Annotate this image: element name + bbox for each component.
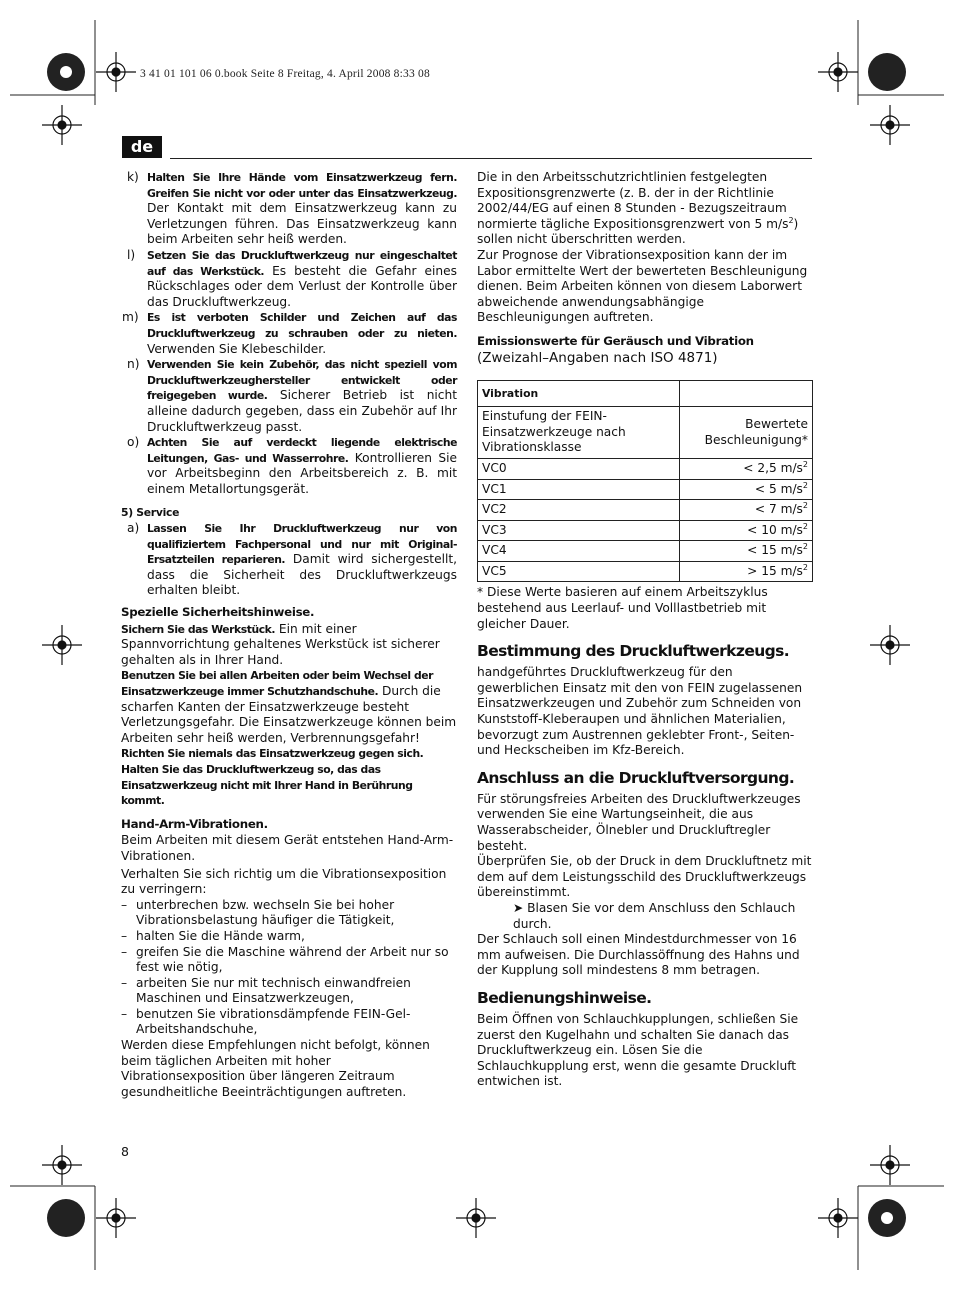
header-rule <box>170 158 812 159</box>
vibration-heading: Hand-Arm-Vibrationen. <box>121 816 268 831</box>
language-badge: de <box>122 136 162 158</box>
special-paragraph: Sichern Sie das Werkstück. Ein mit einer Spannvorrichtung gehaltenes Werkstück ist sicherer gehalten als in Ihrer Hand. <box>121 621 440 667</box>
exposure-paragraph: Die in den Arbeitsschutzrichtlinien festgelegten Expositionsgrenzwerte (z. B. der in der Richtlinie 2002/44/EG auf einen 8 Stunden - Bezugszeitraum normierte tägliche Expositionsgrenzwert von 5 $m/s^2$) sollen nicht überschritten werden. <box>477 170 799 247</box>
table-cell: Einstufung der FEIN-Einsatzwerkzeuge nach Vibrationsklasse <box>478 407 680 459</box>
table-cell: VC5 <box>478 561 680 582</box>
table-row <box>478 561 813 582</box>
bestimmung-paragraph: handgeführtes Druckluftwerkzeug für den gewerblichen Einsatz mit den von FEIN zugelassenen Einsatzwerkzeugen und Zubehör zum Schneiden von Kunststoff-Kleberaupen und ähnlichen Materialien, bevorzugt zum Austrennen geklebter Front-, Seiten- und Heckscheiben im Kfz-Bereich. <box>477 665 803 758</box>
table-cell: > 15 $m/s^2$ <box>679 561 812 582</box>
table-cell: < 10 $m/s^2$ <box>679 520 812 541</box>
dash-item: – greifen Sie die Maschine während der Arbeit nur so fest wie nötig, <box>121 944 449 975</box>
bedienung-paragraph: Beim Öffnen von Schlauchkupplungen, schließen Sie zuerst den Kugelhahn und schalten Sie danach das Druckluftwerkzeug ein. Lösen Sie die Schlauchkupplung erst, wenn die gesamte Druckluft entwichen ist. <box>477 1011 799 1089</box>
table-header-empty <box>679 381 812 407</box>
table-row <box>478 500 813 521</box>
table-cell: VC4 <box>478 541 680 562</box>
anschluss-instruction: ➤ Blasen Sie vor dem Anschluss den Schlauch durch. <box>513 900 796 931</box>
list-item: m) Es ist verboten Schilder und Zeichen auf das Druckluftwerkzeug zu schrauben oder zu nieten. Verwenden Sie Klebeschilder. <box>122 310 457 356</box>
service-title: 5) Service <box>121 506 180 520</box>
vibration-paragraph: Verhalten Sie sich richtig um die Vibrationsexposition zu verringern: <box>121 866 447 897</box>
left-column <box>121 170 457 1100</box>
table-cell: < 2,5 $m/s^2$ <box>679 458 812 479</box>
prognosis-paragraph: Zur Prognose der Vibrationsexposition kann der im Labor ermittelte Wert der bewerteten Beschleunigung dienen. Beim Arbeiten können von diesem Laborwert abweichende anwendungsabhängige Beschleunigungen auftreten. <box>477 247 808 325</box>
table-cell: < 15 $m/s^2$ <box>679 541 812 562</box>
table-header-row <box>478 381 813 407</box>
table-cell: VC1 <box>478 479 680 500</box>
dash-item: – unterbrechen bzw. wechseln Sie bei hoher Vibrationsbelastung häufiger die Tätigkeit, <box>121 897 395 928</box>
dash-item: – halten Sie die Hände warm, <box>121 928 305 943</box>
anschluss-paragraph: Überprüfen Sie, ob der Druck in dem Druckluftnetz mit dem auf dem Leistungsschild des Druckluftwerkzeugs übereinstimmt. <box>477 854 812 900</box>
page-number: 8 <box>121 1144 129 1159</box>
table-cell: VC2 <box>478 500 680 521</box>
heading-anschluss: Anschluss an die Druckluftversorgung. <box>477 768 795 787</box>
anschluss-paragraph: Für störungsfreies Arbeiten des Druckluftwerkzeuges verwenden Sie eine Wartungseinheit, die aus Wasserabscheider, Ölnebler und Druckluftregler besteht. <box>477 791 801 853</box>
vibration-table <box>477 380 813 582</box>
heading-bestimmung: Bestimmung des Druckluftwerkzeugs. <box>477 642 790 661</box>
table-row <box>478 407 813 459</box>
anschluss-paragraph: Der Schlauch soll einen Mindestdurchmesser von 16 mm aufweisen. Die Durchlassöffnung des Hahns und der Kupplung soll mindestens 8 mm betragen. <box>477 932 800 978</box>
table-cell: VC0 <box>478 458 680 479</box>
special-safety-heading: Spezielle Sicherheitshinweise. <box>121 605 315 620</box>
print-header: 3 41 01 101 06 0.book Seite 8 Freitag, 4. April 2008 8:33 08 <box>140 68 430 80</box>
special-paragraph: Benutzen Sie bei allen Arbeiten oder beim Wechsel der Einsatzwerkzeuge immer Schutzhandschuhe. Durch die scharfen Kanten der Einsatzwerkzeuge besteht Verletzungsgefahr. Die Einsatzwerkzeuge können beim Arbeiten sehr heiß werden, Verbrennungsgefahr! <box>121 669 457 745</box>
table-header: Vibration <box>478 381 680 407</box>
table-row <box>478 479 813 500</box>
list-item: k) Halten Sie Ihre Hände vom Einsatzwerkzeug fern. Greifen Sie nicht vor oder unter das Einsatzwerkzeug. Der Kontakt mit dem Einsatzwerkzeug kann zu Verletzungen führen. Das Einsatzwerkzeug kann beim Arbeiten sehr heiß werden. <box>127 170 457 247</box>
table-row <box>478 541 813 562</box>
table-row <box>478 520 813 541</box>
vibration-paragraph: Beim Arbeiten mit diesem Gerät entstehen Hand-Arm-Vibrationen. <box>121 833 454 863</box>
right-column <box>477 170 813 1090</box>
table-row <box>478 458 813 479</box>
list-item: n) Verwenden Sie kein Zubehör, das nicht speziell vom Druckluftwerkzeughersteller entwickelt oder freigegeben wurde. Sicherer Betrieb ist nicht alleine dadurch gegeben, dass ein Zubehör auf Ihr Druckluftwerkzeug passt. <box>127 357 458 434</box>
table-cell: < 5 $m/s^2$ <box>679 479 812 500</box>
special-paragraph: Richten Sie niemals das Einsatzwerkzeug gegen sich. Halten Sie das Druckluftwerkzeug so, das das Einsatzwerkzeug nicht mit Ihrer Hand in Berührung kommt. <box>121 747 424 808</box>
table-cell: VC3 <box>478 520 680 541</box>
vibration-paragraph: Werden diese Empfehlungen nicht befolgt, können beim täglichen Arbeiten mit hoher Vibrationsexposition über längeren Zeitraum gesundheitliche Beeinträchtigungen auftreten. <box>121 1038 430 1099</box>
dash-item: – arbeiten Sie nur mit technisch einwandfreien Maschinen und Einsatzwerkzeugen, <box>121 975 411 1006</box>
heading-bedienung: Bedienungshinweise. <box>477 988 652 1007</box>
emission-heading: Emissionswerte für Geräusch und Vibration <box>477 333 754 348</box>
dash-item: – benutzen Sie vibrationsdämpfende FEIN-Gel-Arbeitshandschuhe, <box>121 1006 411 1037</box>
list-item: o) Achten Sie auf verdeckt liegende elektrische Leitungen, Gas- und Wasserrohre. Kontrollieren Sie vor Arbeitsbeginn den Arbeitsbereich z. B. mit einem Metallortungsgerät. <box>127 435 457 496</box>
table-cell: Bewertete Beschleunigung* <box>679 407 812 459</box>
list-item: l) Setzen Sie das Druckluftwerkzeug nur eingeschaltet auf das Werkstück. Es besteht die Gefahr eines Rückschlages oder dem Verlust der Kontrolle über das Druckluftwerkzeug. <box>127 247 457 309</box>
emission-subheading: (Zweizahl–Angaben nach ISO 4871) <box>477 349 718 366</box>
list-item: a) Lassen Sie Ihr Druckluftwerkzeug nur von qualifiziertem Fachpersonal und nur mit Original-Ersatzteilen reparieren. Damit wird sichergestellt, dass die Sicherheit des Druckluftwerkzeugs erhalten bleibt. <box>127 521 457 598</box>
table-cell: < 7 $m/s^2$ <box>679 500 812 521</box>
table-footnote: * Diese Werte basieren auf einem Arbeitszyklus bestehend aus Leerlauf- und Volllastbetrieb mit gleicher Dauer. <box>477 585 768 631</box>
